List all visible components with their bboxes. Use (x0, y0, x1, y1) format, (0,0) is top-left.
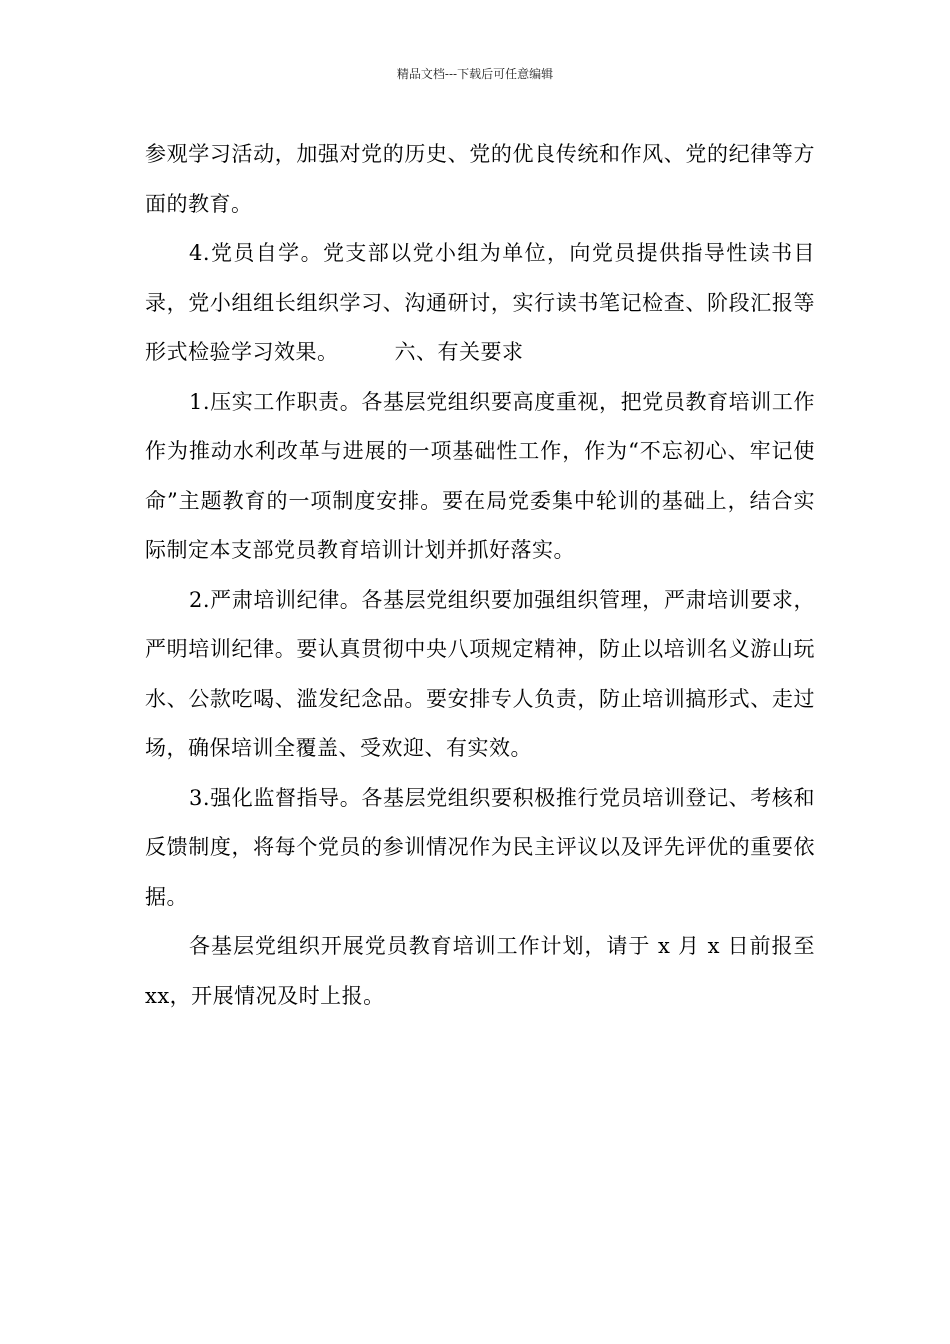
paragraph-3: 1.压实工作职责。各基层党组织要高度重视，把党员教育培训工作作为推动水利改革与进展的一项基础性工作，作为“不忘初心、牢记使命”主题教育的一项制度安排。要在局党委集中轮训的基础上，结合实际制定本支部党员教育培训计划并抓好落实。 (145, 389, 815, 562)
document-body (145, 130, 823, 1021)
paragraph-1: 参观学习活动，加强对党的历史、党的优良传统和作风、党的纪律等方面的教育。 (145, 142, 815, 216)
section-heading: 六、有关要求 (394, 340, 524, 364)
paragraph-6: 各基层党组织开展党员教育培训工作计划，请于 x 月 x 日前报至 xx，开展情况及时上报。 (145, 934, 823, 1008)
paragraph-4: 2.严肃培训纪律。各基层党组织要加强组织管理，严肃培训要求，严明培训纪律。要认真贯彻中央八项规定精神，防止以培训名义游山玩水、公款吃喝、滥发纪念品。要安排专人负责，防止培训搞形式、走过场，确保培训全覆盖、受欢迎、有实效。 (145, 587, 815, 760)
paragraph-2-text: 4.党员自学。党支部以党小组为单位，向党员提供指导性读书目录，党小组组长组织学习、沟通研讨，实行读书笔记检查、阶段汇报等形式检验学习效果。 (145, 241, 815, 364)
paragraph-5: 3.强化监督指导。各基层党组织要积极推行党员培训登记、考核和反馈制度，将每个党员的参训情况作为民主评议以及评先评优的重要依据。 (145, 785, 815, 909)
page-header: 精品文档---下载后可任意编辑 (396, 67, 554, 81)
paragraph-2 (145, 229, 815, 378)
